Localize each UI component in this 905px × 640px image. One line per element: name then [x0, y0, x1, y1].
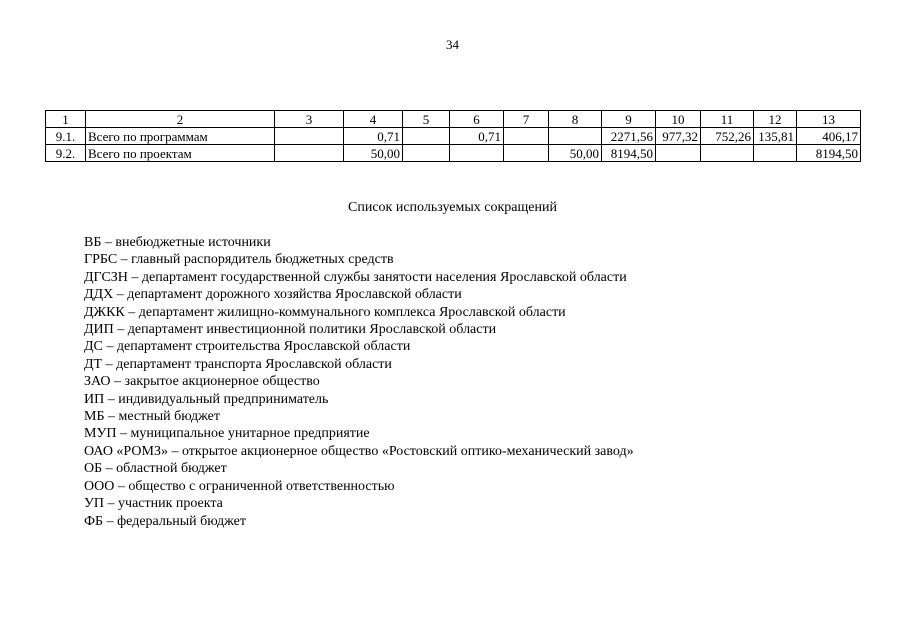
column-number-cell: 10: [656, 111, 701, 128]
abbreviation-item: ГРБС – главный распорядитель бюджетных средств: [84, 252, 394, 268]
value-cell: 135,81: [754, 128, 797, 145]
value-cell: [504, 145, 549, 162]
row-label-cell: Всего по программам: [86, 128, 275, 145]
abbreviation-item: ВБ – внебюджетные источники: [84, 235, 271, 250]
abbreviation-item: МУП – муниципальное унитарное предприятие: [84, 426, 370, 442]
value-cell: 8194,50: [797, 145, 861, 162]
value-cell: [450, 145, 504, 162]
column-number-cell: 7: [504, 111, 549, 128]
table-row: [46, 145, 861, 162]
column-number-cell: 3: [275, 111, 344, 128]
value-cell: [701, 145, 754, 162]
value-cell: [403, 145, 450, 162]
abbreviation-item: УП – участник проекта: [84, 496, 223, 512]
table-row: [46, 128, 861, 145]
value-cell: [275, 145, 344, 162]
abbreviations-title: Список используемых сокращений: [348, 200, 557, 215]
value-cell: [403, 128, 450, 145]
summary-table: [45, 110, 861, 162]
value-cell: [656, 145, 701, 162]
column-number-cell: 4: [344, 111, 403, 128]
page-number: 34: [446, 37, 459, 52]
column-number-cell: 11: [701, 111, 754, 128]
column-number-cell: 6: [450, 111, 504, 128]
column-number-cell: 12: [754, 111, 797, 128]
column-number-cell: 1: [46, 111, 86, 128]
abbreviation-item: ФБ – федеральный бюджет: [84, 513, 246, 529]
column-number-cell: 13: [797, 111, 861, 128]
row-number-cell: 9.2.: [46, 145, 86, 162]
value-cell: 2271,56: [602, 128, 656, 145]
abbreviation-item: ОАО «РОМЗ» – открытое акционерное общество «Ростовский оптико-механический завод»: [84, 443, 634, 459]
value-cell: [549, 128, 602, 145]
column-number-cell: 5: [403, 111, 450, 128]
row-number-cell: 9.1.: [46, 128, 86, 145]
abbreviation-item: ЗАО – закрытое акционерное общество: [84, 374, 320, 390]
column-number-cell: 2: [86, 111, 275, 128]
value-cell: 8194,50: [602, 145, 656, 162]
abbreviation-item: ДЖКК – департамент жилищно-коммунального комплекса Ярославской области: [84, 304, 566, 320]
value-cell: 0,71: [344, 128, 403, 145]
value-cell: 752,26: [701, 128, 754, 145]
abbreviation-item: ООО – общество с ограниченной ответственностью: [84, 478, 395, 494]
value-cell: 50,00: [549, 145, 602, 162]
abbreviations-list: [84, 234, 634, 530]
abbreviation-item: ДИП – департамент инвестиционной политики Ярославской области: [84, 322, 497, 338]
abbreviation-item: ДТ – департамент транспорта Ярославской области: [84, 356, 392, 372]
value-cell: [275, 128, 344, 145]
column-number-cell: 9: [602, 111, 656, 128]
value-cell: 0,71: [450, 128, 504, 145]
value-cell: 977,32: [656, 128, 701, 145]
value-cell: [504, 128, 549, 145]
value-cell: 406,17: [797, 128, 861, 145]
abbreviation-item: ДГСЗН – департамент государственной службы занятости населения Ярославской области: [84, 269, 627, 285]
abbreviation-item: ИП – индивидуальный предприниматель: [84, 391, 329, 407]
abbreviation-item: ДДХ – департамент дорожного хозяйства Ярославской области: [84, 287, 462, 303]
abbreviation-item: ОБ – областной бюджет: [84, 461, 227, 477]
value-cell: 50,00: [344, 145, 403, 162]
abbreviation-item: МБ – местный бюджет: [84, 409, 220, 425]
value-cell: [754, 145, 797, 162]
table-header-row: [46, 111, 861, 128]
abbreviation-item: ДС – департамент строительства Ярославской области: [84, 339, 411, 355]
column-number-cell: 8: [549, 111, 602, 128]
row-label-cell: Всего по проектам: [86, 145, 275, 162]
